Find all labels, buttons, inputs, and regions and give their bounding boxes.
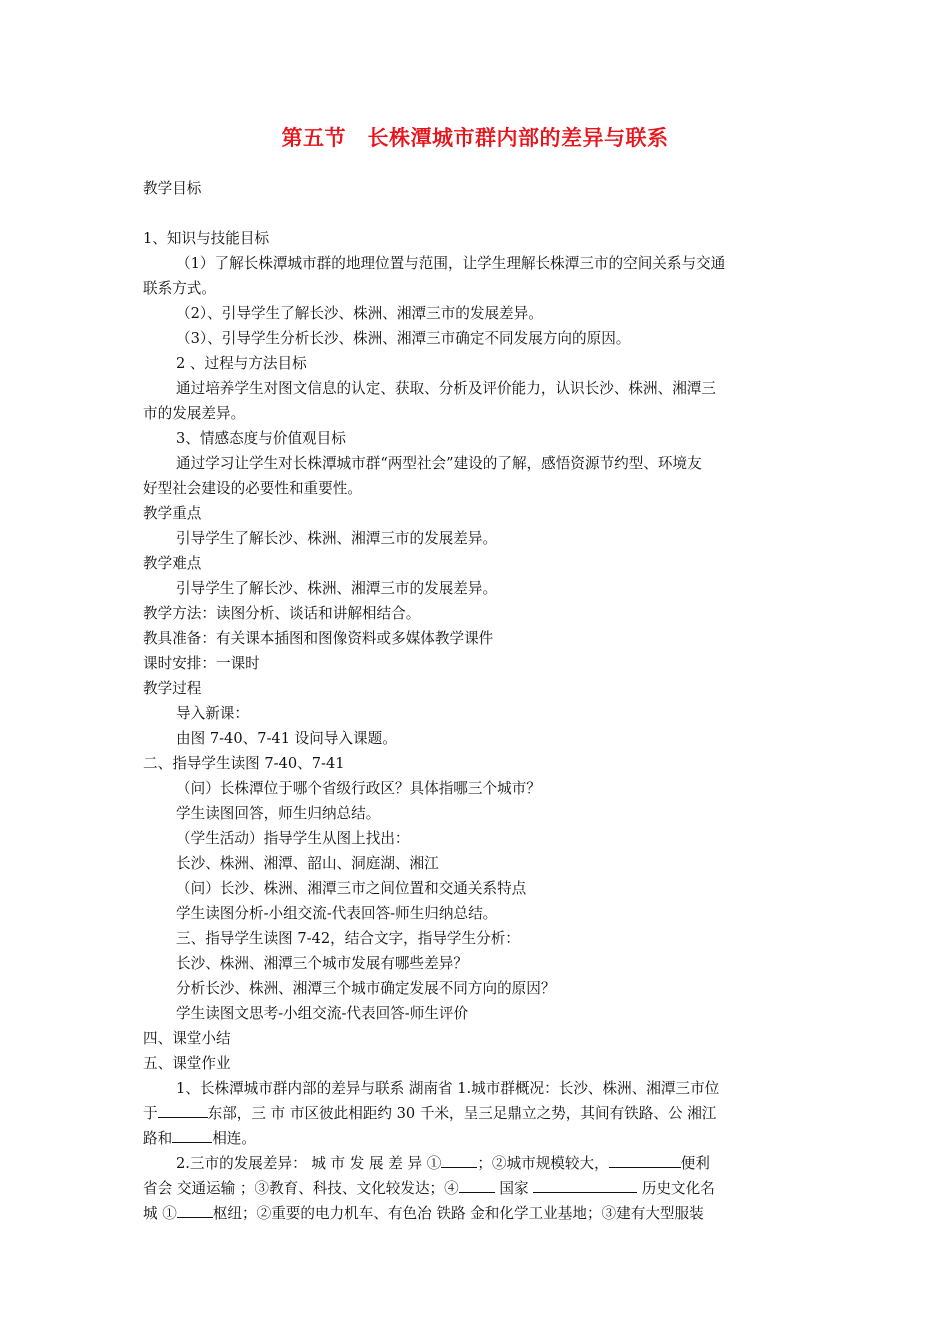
paragraph: （问）长株潭位于哪个省级行政区？具体指哪三个城市？ — [176, 780, 541, 797]
answer-blank — [172, 1127, 212, 1143]
exercise-text: ；②城市规模较大， — [477, 1155, 609, 1172]
paragraph: 三、指导学生读图 7-42，结合文字，指导学生分析： — [176, 930, 520, 947]
section-heading: 教学目标 — [143, 180, 202, 197]
exercise-line: 1、长株潭城市群内部的差异与联系 湖南省 1.城市群概况：长沙、株洲、湘潭三市位 — [176, 1080, 720, 1097]
paragraph: 引导学生了解长沙、株洲、湘潭三市的发展差异。 — [176, 530, 498, 547]
exercise-text: 2.三市的发展差异： 城 市 发 展 差 异 ① — [176, 1155, 442, 1172]
paragraph: 课时安排：一课时 — [143, 655, 260, 672]
paragraph: 学生读图文思考-小组交流-代表回答-师生评价 — [176, 1005, 469, 1022]
section-heading: 四、课堂小结 — [143, 1030, 231, 1047]
paragraph: （学生活动）指导学生从图上找出： — [176, 830, 410, 847]
answer-blank — [177, 1202, 213, 1218]
section-heading: 教学过程 — [143, 680, 202, 697]
answer-blank — [158, 1102, 208, 1118]
document-body — [143, 176, 807, 1226]
answer-blank — [441, 1152, 477, 1168]
paragraph: 长沙、株洲、湘潭三个城市发展有哪些差异？ — [176, 955, 468, 972]
paragraph: 好型社会建设的必要性和重要性。 — [143, 480, 362, 497]
paragraph: 学生读图回答，师生归纳总结。 — [176, 805, 381, 822]
exercise-text: 路和 — [143, 1130, 173, 1147]
paragraph: 引导学生了解长沙、株洲、湘潭三市的发展差异。 — [176, 580, 498, 597]
paragraph: 长沙、株洲、湘潭、韶山、洞庭湖、湘江 — [176, 855, 439, 872]
paragraph: 导入新课： — [176, 705, 249, 722]
answer-blank — [533, 1177, 637, 1193]
paragraph: 通过培养学生对图文信息的认定、获取、分析及评价能力，认识长沙、株洲、湘潭三 — [176, 380, 716, 397]
exercise-text: 省会 交通运输 ；③教育、科技、文化较发达；④ — [143, 1180, 459, 1197]
paragraph: 由图 7-40、7-41 设问导入课题。 — [176, 730, 397, 747]
exercise-text: 城 ① — [143, 1205, 177, 1222]
document-title: 第五节 长株潭城市群内部的差异与联系 — [281, 126, 669, 150]
exercise-line — [143, 1126, 807, 1151]
paragraph: 1、知识与技能目标 — [143, 230, 270, 247]
exercise-line — [143, 1101, 807, 1126]
paragraph: 教学方法：读图分析、谈话和讲解相结合。 — [143, 605, 421, 622]
paragraph: （2）、引导学生了解长沙、株洲、湘潭三市的发展差异。 — [176, 305, 543, 322]
paragraph: （问）长沙、株洲、湘潭三市之间位置和交通关系特点 — [176, 880, 527, 897]
section-heading: 五、课堂作业 — [143, 1055, 231, 1072]
exercise-text: 国家 — [494, 1180, 534, 1197]
exercise-text: 便利 — [680, 1155, 710, 1172]
paragraph: 2 、过程与方法目标 — [176, 355, 307, 372]
section-heading: 教学难点 — [143, 555, 202, 572]
paragraph: 分析长沙、株洲、湘潭三个城市确定发展不同方向的原因？ — [176, 980, 556, 997]
exercise-text: 历史文化名 — [637, 1180, 715, 1197]
paragraph: 教具准备：有关课本插图和图像资料或多媒体教学课件 — [143, 630, 494, 647]
exercise-line — [143, 1151, 807, 1176]
paragraph: 3、情感态度与价值观目标 — [176, 430, 346, 447]
section-heading: 教学重点 — [143, 505, 202, 522]
answer-blank — [459, 1177, 495, 1193]
paragraph: 学生读图分析-小组交流-代表回答-师生归纳总结。 — [176, 905, 498, 922]
paragraph: 通过学习让学生对长株潭城市群“两型社会”建设的了解，感悟资源节约型、环境友 — [176, 455, 702, 472]
exercise-line — [143, 1201, 807, 1226]
exercise-text: 相连。 — [212, 1130, 256, 1147]
paragraph: 市的发展差异。 — [143, 405, 246, 422]
paragraph: （3）、引导学生分析长沙、株洲、湘潭三市确定不同发展方向的原因。 — [176, 330, 631, 347]
exercise-line — [143, 1176, 807, 1201]
paragraph: （1）了解长株潭城市群的地理位置与范围，让学生理解长株潭三市的空间关系与交通 — [176, 255, 726, 272]
exercise-text: 东部，三 市 市区彼此相距约 30 千米，呈三足鼎立之势，其间有铁路、公 湘江 — [207, 1105, 717, 1122]
paragraph: 联系方式。 — [143, 280, 216, 297]
exercise-text: 枢纽；②重要的电力机车、有色冶 铁路 金和化学工业基地；③建有大型服装 — [212, 1205, 704, 1222]
section-heading: 二、指导学生读图 7-40、7-41 — [143, 755, 345, 772]
answer-blank — [609, 1152, 681, 1168]
exercise-text: 于 — [143, 1105, 158, 1122]
